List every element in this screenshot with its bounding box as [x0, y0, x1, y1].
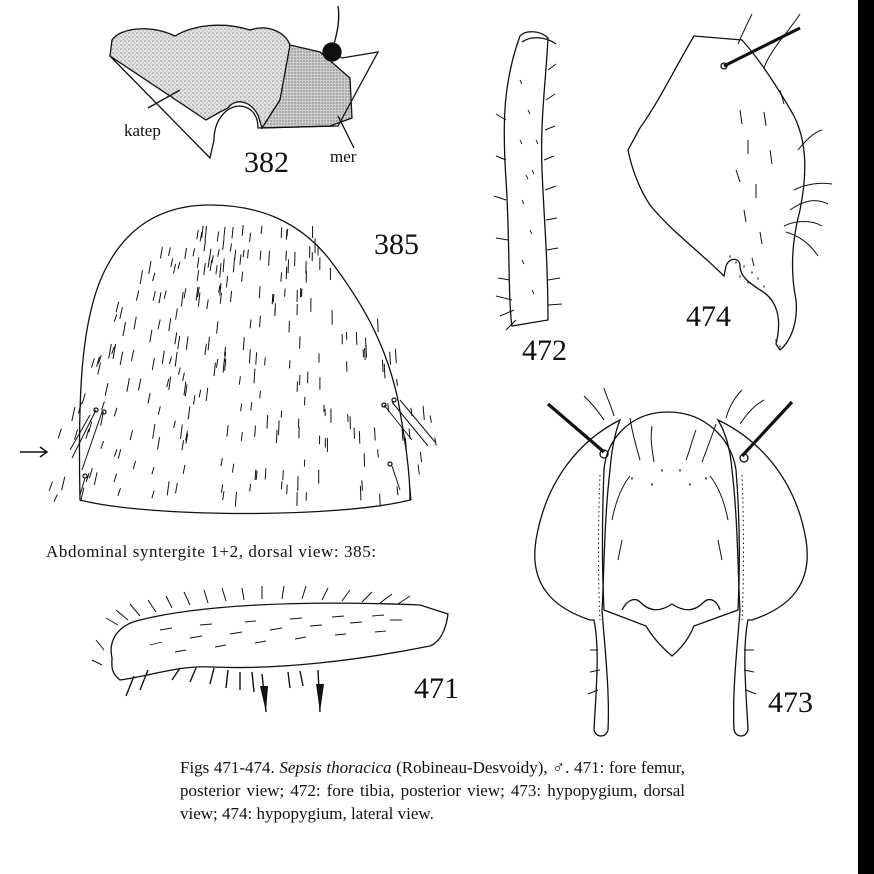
bristle-hair: [334, 6, 339, 44]
figure-number-474: 474: [686, 300, 731, 333]
figure-number-472: 472: [522, 334, 567, 367]
large-bristle-right: [742, 402, 792, 456]
subcaption: Abdominal syntergite 1+2, dorsal view: 385:: [46, 542, 377, 561]
femur-spine-bulbs: [260, 684, 324, 712]
spiracle: [323, 43, 341, 61]
figure-caption: [180, 756, 690, 825]
setae-socket: [392, 398, 396, 402]
femur-dorsal-hairs: [92, 586, 410, 665]
setae-socket: [102, 410, 106, 414]
large-bristle: [724, 28, 800, 66]
tibia-bristles: [494, 64, 562, 330]
hypopygium-dorsal-central: [603, 412, 740, 656]
setae-socket: [83, 474, 87, 478]
fig-472-tibia-drawing: [494, 32, 562, 330]
caption-prefix: Figs 471-474.: [180, 758, 280, 777]
hypopygium-dorsal-inner-fold: [622, 600, 720, 610]
katepisternum-region: [110, 25, 290, 128]
fig-473-hypopygium-dorsal-drawing: [535, 388, 807, 736]
fig-471-femur-drawing: [92, 586, 448, 712]
hypopygium-dorsal-dots: [632, 470, 706, 485]
setae-socket: [388, 462, 392, 466]
caption-species: Sepsis thoracica: [279, 758, 392, 777]
femur-outline: [111, 603, 448, 680]
tibia-joint: [522, 38, 556, 44]
femur-ventral-spines: [126, 668, 320, 712]
large-bristle-left: [548, 404, 604, 452]
tibia-inner-dots: [520, 80, 538, 294]
hypopygium-dorsal-left-lobe: [535, 420, 620, 736]
lateral-setae: [70, 400, 435, 495]
caption-rest: (Robineau-Desvoidy), ♂. 471: fore femur, posterior view; 472: fore tibia, posterior view; 473: hypopygium, dorsal view; 474: hypopygium, lateral view.: [180, 758, 690, 823]
tibia-outline: [504, 32, 548, 326]
syntergite-outline: [79, 205, 410, 514]
figure-number-473: 473: [768, 686, 813, 719]
figure-number-385: 385: [374, 228, 419, 261]
figure-number-471: 471: [414, 672, 459, 705]
label-katep: katep: [124, 121, 161, 140]
figure-number-382: 382: [244, 146, 289, 179]
femur-inner-hairs: [150, 615, 402, 652]
label-mer: mer: [330, 147, 357, 166]
syntergite-hairs: [49, 225, 436, 507]
